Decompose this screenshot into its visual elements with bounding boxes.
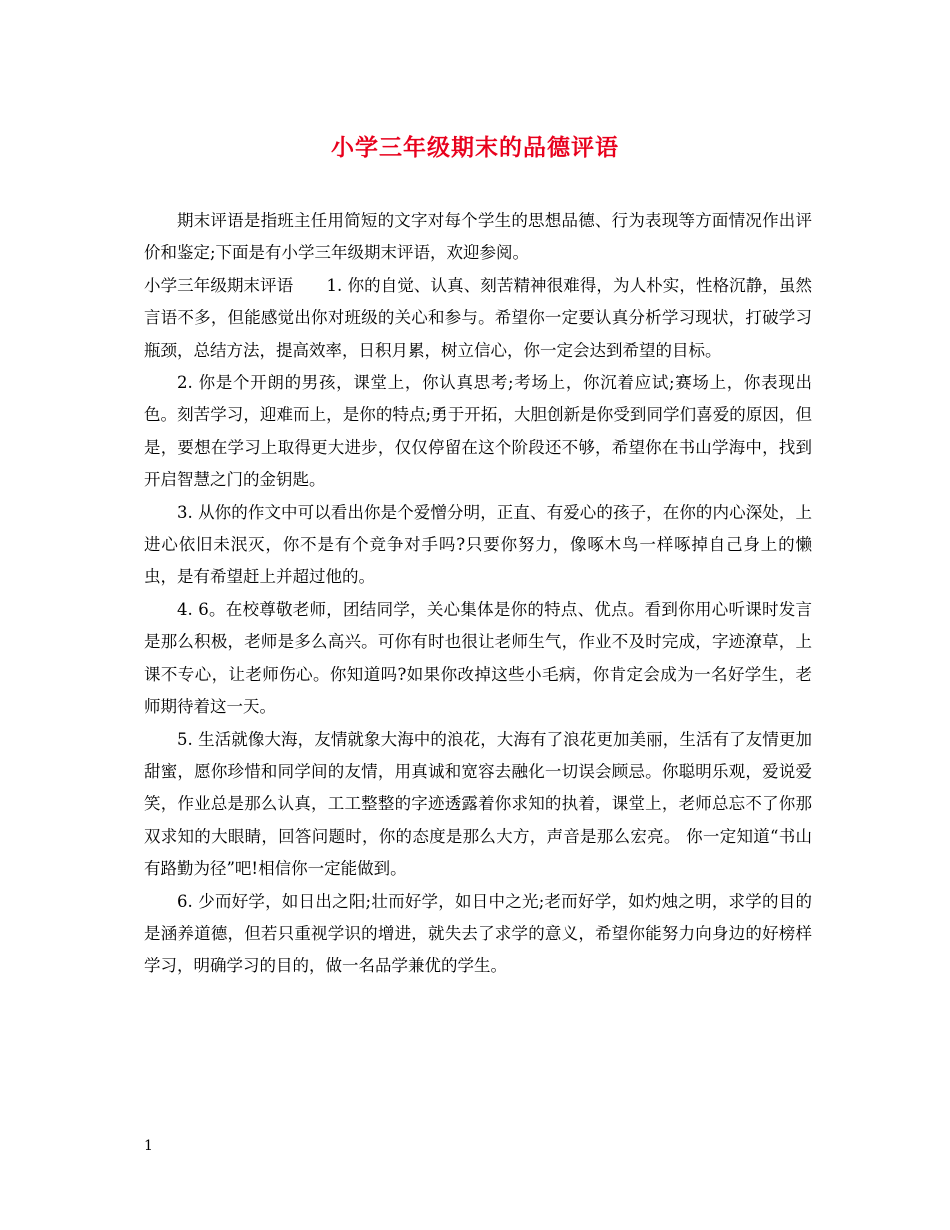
paragraph-comment-3: 3. 从你的作文中可以看出你是个爱憎分明，正直、有爱心的孩子，在你的内心深处，上进心依旧未泯灭，你不是有个竞争对手吗?只要你努力，像啄木鸟一样啄掉自己身上的懒虫，是有希望赶上并超过他的。: [144, 502, 812, 587]
paragraph-comment-5: 5. 生活就像大海，友情就象大海中的浪花，大海有了浪花更加美丽，生活有了友情更加甜蜜，愿你珍惜和同学间的友情，用真诚和宽容去融化一切误会顾忌。你聪明乐观，爱说爱笑，作业总是那么认真，工工整整的字迹透露着你求知的执着，课堂上，老师总忘不了你那双求知的大眼睛，回答问题时，你的态度是那么大方，声音是那么宏亮。 你一定知道“书山有路勤为径”吧!相信你一定能做到。: [144, 729, 812, 879]
paragraph-comment-1: 小学三年级期末评语 1. 你的自觉、认真、刻苦精神很难得，为人朴实，性格沉静，虽然言语不多，但能感觉出你对班级的关心和参与。希望你一定要认真分析学习现状，打破学习瓶颈，总结方法，提高效率，日积月累，树立信心，你一定会达到希望的目标。: [144, 275, 812, 360]
paragraph-intro: 期末评语是指班主任用简短的文字对每个学生的思想品德、行为表现等方面情况作出评价和鉴定;下面是有小学三年级期末评语，欢迎参阅。: [144, 211, 812, 263]
paragraph-comment-6: 6. 少而好学，如日出之阳;壮而好学，如日中之光;老而好学，如灼烛之明，求学的目的是涵养道德，但若只重视学识的增进，就失去了求学的意义，希望你能努力向身边的好榜样学习，明确学习的目的，做一名品学兼优的学生。: [144, 891, 812, 976]
page-number: 1: [144, 1138, 153, 1154]
paragraph-comment-2: 2. 你是个开朗的男孩，课堂上，你认真思考;考场上，你沉着应试;赛场上，你表现出色。刻苦学习，迎难而上，是你的特点;勇于开拓，大胆创新是你受到同学们喜爱的原因，但是，要想在学习上取得更大进步，仅仅停留在这个阶段还不够，希望你在书山学海中，找到开启智慧之门的金钥匙。: [144, 373, 812, 490]
paragraph-comment-4: 4. 6。在校尊敬老师，团结同学，关心集体是你的特点、优点。看到你用心听课时发言是那么积极，老师是多么高兴。可你有时也很让老师生气，作业不及时完成，字迹潦草，上课不专心，让老师伤心。你知道吗?如果你改掉这些小毛病，你肯定会成为一名好学生，老师期待着这一天。: [144, 599, 812, 717]
document-title: 小学三年级期末的品德评语: [331, 134, 619, 161]
document-body: [144, 205, 812, 983]
